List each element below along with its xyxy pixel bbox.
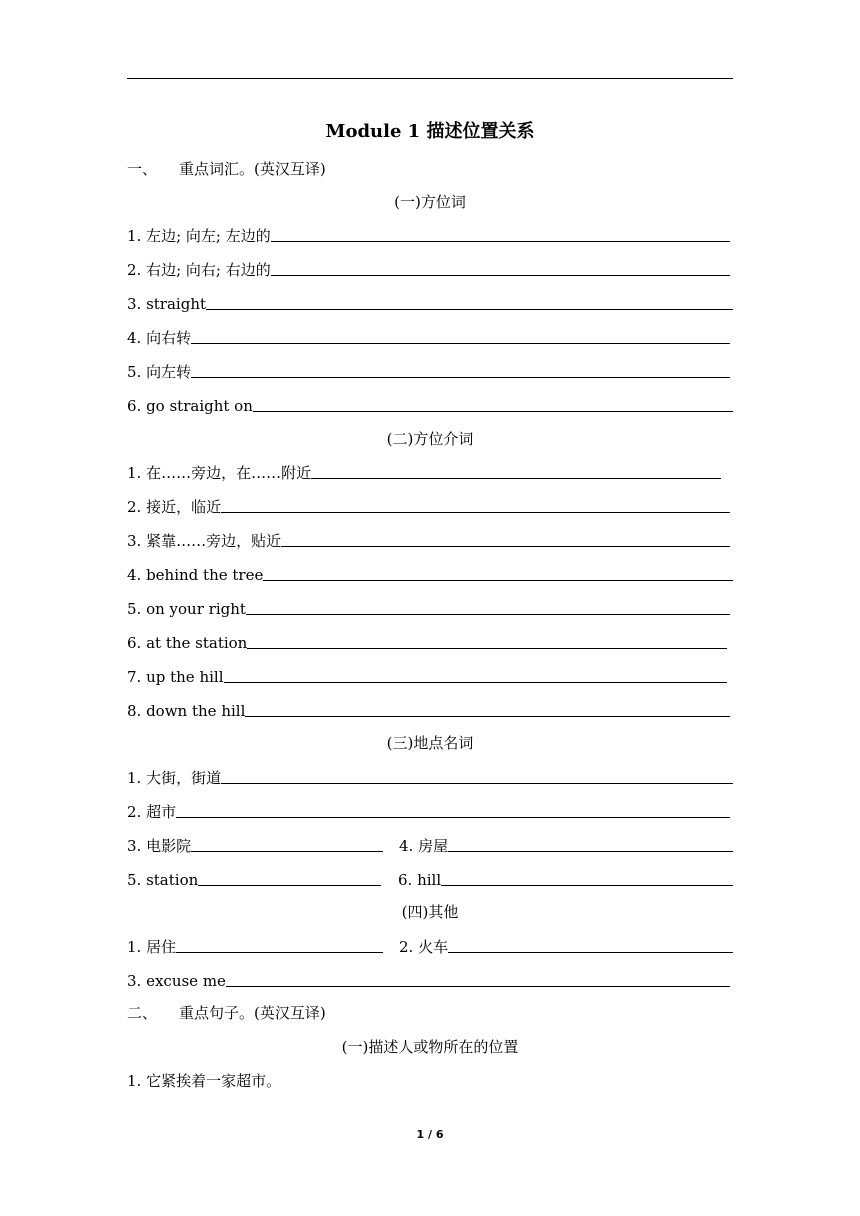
fill-line: 2. 超市 xyxy=(127,800,730,822)
answer-blank[interactable] xyxy=(246,614,730,615)
fill-line: 2. 火车 xyxy=(399,935,733,957)
fill-line: 3. straight xyxy=(127,292,733,314)
fill-line: 2. 接近，临近 xyxy=(127,495,730,517)
fill-line: 7. up the hill xyxy=(127,665,727,687)
page-number: 1 / 6 xyxy=(416,1128,444,1141)
subheading-prepositions: (二)方位介词 xyxy=(386,430,474,448)
answer-blank[interactable] xyxy=(176,952,383,953)
answer-blank[interactable] xyxy=(281,546,730,547)
answer-blank[interactable] xyxy=(271,241,730,242)
page-title: Module 1 描述位置关系 xyxy=(325,121,535,142)
section-number: 一、 xyxy=(127,160,158,178)
fill-line: 3. 紧靠……旁边，贴近 xyxy=(127,529,730,551)
answer-blank[interactable] xyxy=(191,377,730,378)
fill-line: 5. 向左转 xyxy=(127,360,730,382)
answer-blank[interactable] xyxy=(221,512,730,513)
fill-line: 1. 居住 xyxy=(127,935,383,957)
answer-blank[interactable] xyxy=(247,648,727,649)
subheading-direction-words: (一)方位词 xyxy=(394,193,466,211)
answer-blank[interactable] xyxy=(311,478,721,479)
answer-blank[interactable] xyxy=(198,885,381,886)
section-heading-2 xyxy=(127,1002,326,1023)
section-title: 重点词汇。(英汉互译) xyxy=(179,160,326,178)
fill-line: 6. hill xyxy=(398,868,733,890)
subheading-others: (四)其他 xyxy=(401,903,459,921)
fill-line: 4. 向右转 xyxy=(127,326,730,348)
answer-blank[interactable] xyxy=(253,411,733,412)
answer-blank[interactable] xyxy=(224,682,728,683)
subheading-place-nouns: (三)地点名词 xyxy=(386,734,474,752)
fill-line: 1. 大街，街道 xyxy=(127,766,733,788)
answer-blank[interactable] xyxy=(245,716,730,717)
answer-blank[interactable] xyxy=(176,817,730,818)
answer-blank[interactable] xyxy=(221,783,733,784)
answer-blank[interactable] xyxy=(206,309,733,310)
answer-blank[interactable] xyxy=(448,851,733,852)
section-title: 重点句子。(英汉互译) xyxy=(179,1004,326,1022)
header-rule xyxy=(127,78,733,79)
answer-blank[interactable] xyxy=(263,580,733,581)
fill-line: 5. station xyxy=(127,868,381,890)
answer-blank[interactable] xyxy=(191,343,730,344)
fill-line: 8. down the hill xyxy=(127,699,730,721)
fill-line: 2. 右边; 向右; 右边的 xyxy=(127,258,730,280)
fill-line: 1. 在……旁边，在……附近 xyxy=(127,461,721,483)
fill-line: 5. on your right xyxy=(127,597,730,619)
fill-line: 1. 左边; 向左; 左边的 xyxy=(127,224,730,246)
sentence-item: 1. 它紧挨着一家超市。 xyxy=(127,1072,282,1090)
fill-line: 3. excuse me xyxy=(127,969,730,991)
fill-line: 3. 电影院 xyxy=(127,834,383,856)
fill-line: 4. behind the tree xyxy=(127,563,733,585)
answer-blank[interactable] xyxy=(441,885,733,886)
fill-line: 6. at the station xyxy=(127,631,727,653)
answer-blank[interactable] xyxy=(191,851,383,852)
section-heading-1 xyxy=(127,158,326,179)
section-number: 二、 xyxy=(127,1004,158,1022)
answer-blank[interactable] xyxy=(271,275,730,276)
answer-blank[interactable] xyxy=(226,986,730,987)
answer-blank[interactable] xyxy=(448,952,733,953)
fill-line: 4. 房屋 xyxy=(399,834,733,856)
fill-line: 6. go straight on xyxy=(127,394,733,416)
subheading-describe-location: (一)描述人或物所在的位置 xyxy=(341,1038,519,1056)
